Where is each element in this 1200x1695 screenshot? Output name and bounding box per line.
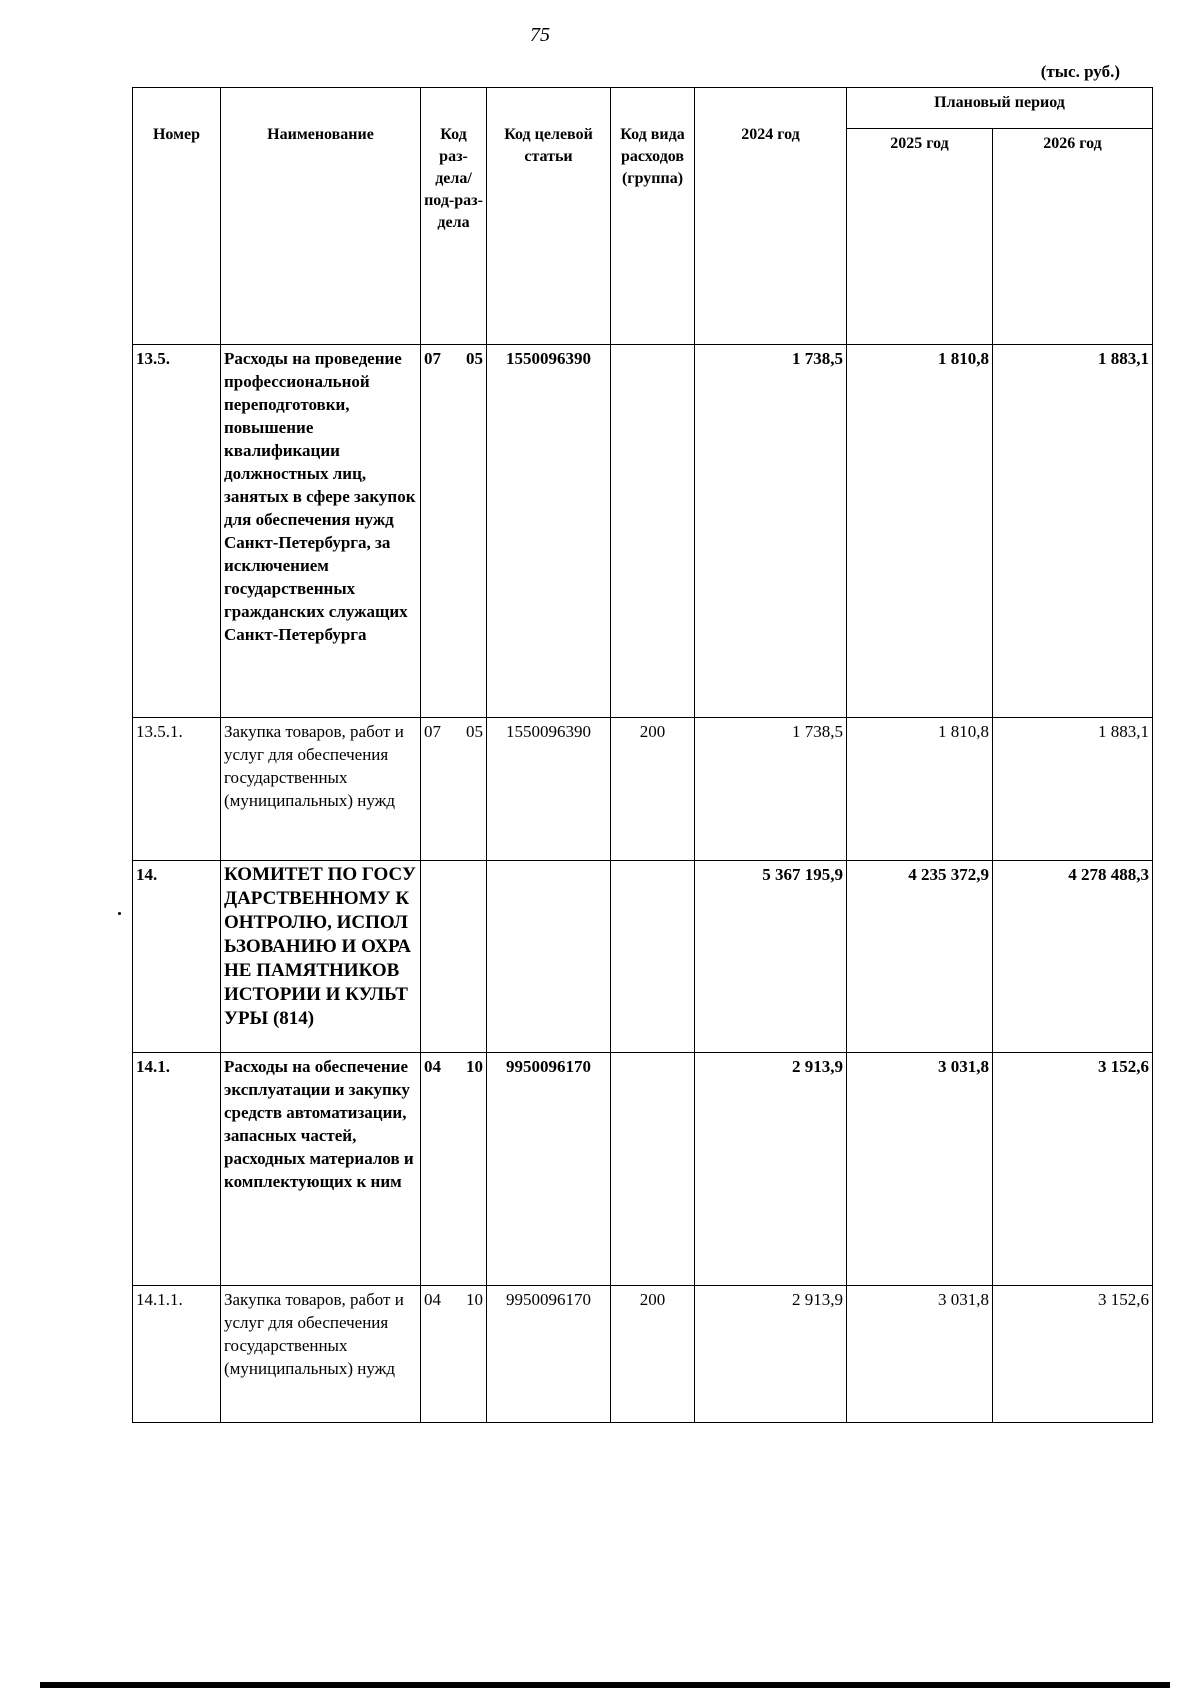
row-number: 13.5.1. bbox=[133, 718, 221, 861]
row-subsection: 05 bbox=[466, 722, 483, 741]
row-subsection: 10 bbox=[466, 1290, 483, 1309]
row-target-code bbox=[487, 861, 611, 1053]
row-section-code bbox=[421, 718, 487, 861]
row-section: 07 bbox=[424, 349, 441, 368]
row-2025: 4 235 372,9 bbox=[847, 861, 993, 1053]
units-label: (тыс. руб.) bbox=[1040, 62, 1120, 81]
row-expense-type: 200 bbox=[611, 1286, 695, 1423]
header-target-code: Код целевой статьи bbox=[487, 88, 611, 345]
row-section: 04 bbox=[424, 1290, 441, 1309]
row-expense-type: 200 bbox=[611, 718, 695, 861]
row-target-code: 9950096170 bbox=[487, 1053, 611, 1286]
header-year-2024: 2024 год bbox=[695, 88, 847, 345]
header-expense-type-code: Код вида расходов (группа) bbox=[611, 88, 695, 345]
row-2025: 3 031,8 bbox=[847, 1286, 993, 1423]
table-row bbox=[133, 718, 1153, 861]
budget-table bbox=[132, 87, 1153, 1423]
row-section-code bbox=[421, 345, 487, 718]
row-section-code bbox=[421, 1053, 487, 1286]
row-section: 04 bbox=[424, 1057, 441, 1076]
table-row bbox=[133, 861, 1153, 1053]
row-name: Расходы на обеспечение эксплуатации и закупку средств автоматизации, запасных частей, расходных материалов и комплектующих к ним bbox=[221, 1053, 421, 1286]
header-name: Наименование bbox=[221, 88, 421, 345]
header-planned-period: Плановый период bbox=[847, 88, 1153, 129]
row-name: Закупка товаров, работ и услуг для обеспечения государственных (муниципальных) нужд bbox=[221, 718, 421, 861]
header-year-2026: 2026 год bbox=[993, 129, 1153, 345]
row-2026: 1 883,1 bbox=[993, 345, 1153, 718]
scan-speck bbox=[118, 912, 121, 915]
row-2024: 2 913,9 bbox=[695, 1053, 847, 1286]
row-2024: 2 913,9 bbox=[695, 1286, 847, 1423]
row-expense-type bbox=[611, 345, 695, 718]
row-2024: 1 738,5 bbox=[695, 345, 847, 718]
row-2026: 4 278 488,3 bbox=[993, 861, 1153, 1053]
row-target-code: 1550096390 bbox=[487, 345, 611, 718]
row-2026: 1 883,1 bbox=[993, 718, 1153, 861]
table-row bbox=[133, 1053, 1153, 1286]
row-2025: 1 810,8 bbox=[847, 718, 993, 861]
row-expense-type bbox=[611, 861, 695, 1053]
row-name: Закупка товаров, работ и услуг для обеспечения государственных (муниципальных) нужд bbox=[221, 1286, 421, 1423]
row-subsection: 05 bbox=[466, 349, 483, 368]
row-number: 14. bbox=[133, 861, 221, 1053]
row-section-code bbox=[421, 861, 487, 1053]
row-2025: 1 810,8 bbox=[847, 345, 993, 718]
table-row bbox=[133, 1286, 1153, 1423]
row-2024: 5 367 195,9 bbox=[695, 861, 847, 1053]
row-subsection: 10 bbox=[466, 1057, 483, 1076]
row-number: 14.1.1. bbox=[133, 1286, 221, 1423]
row-number: 14.1. bbox=[133, 1053, 221, 1286]
row-section: 07 bbox=[424, 722, 441, 741]
row-target-code: 1550096390 bbox=[487, 718, 611, 861]
row-section-code bbox=[421, 1286, 487, 1423]
row-name: КОМИТЕТ ПО ГОСУДАРСТВЕННОМУ КОНТРОЛЮ, ИСПОЛЬЗОВАНИЮ И ОХРАНЕ ПАМЯТНИКОВ ИСТОРИИ И КУЛЬТУРЫ (814) bbox=[221, 861, 421, 1053]
row-number: 13.5. bbox=[133, 345, 221, 718]
page-number: 75 bbox=[530, 24, 550, 46]
row-2026: 3 152,6 bbox=[993, 1286, 1153, 1423]
header-section-code: Код раз-дела/ под-раз-дела bbox=[421, 88, 487, 345]
header-year-2025: 2025 год bbox=[847, 129, 993, 345]
row-2024: 1 738,5 bbox=[695, 718, 847, 861]
row-target-code: 9950096170 bbox=[487, 1286, 611, 1423]
table-row bbox=[133, 345, 1153, 718]
row-expense-type bbox=[611, 1053, 695, 1286]
row-2026: 3 152,6 bbox=[993, 1053, 1153, 1286]
row-2025: 3 031,8 bbox=[847, 1053, 993, 1286]
scan-edge-bar bbox=[40, 1682, 1170, 1688]
row-name: Расходы на проведение профессиональной переподготовки, повышение квалификации должностных лиц, занятых в сфере закупок для обеспечения нужд Санкт-Петербурга, за исключением государственных гражданских служащих Санкт-Петербурга bbox=[221, 345, 421, 718]
header-number: Номер bbox=[133, 88, 221, 345]
